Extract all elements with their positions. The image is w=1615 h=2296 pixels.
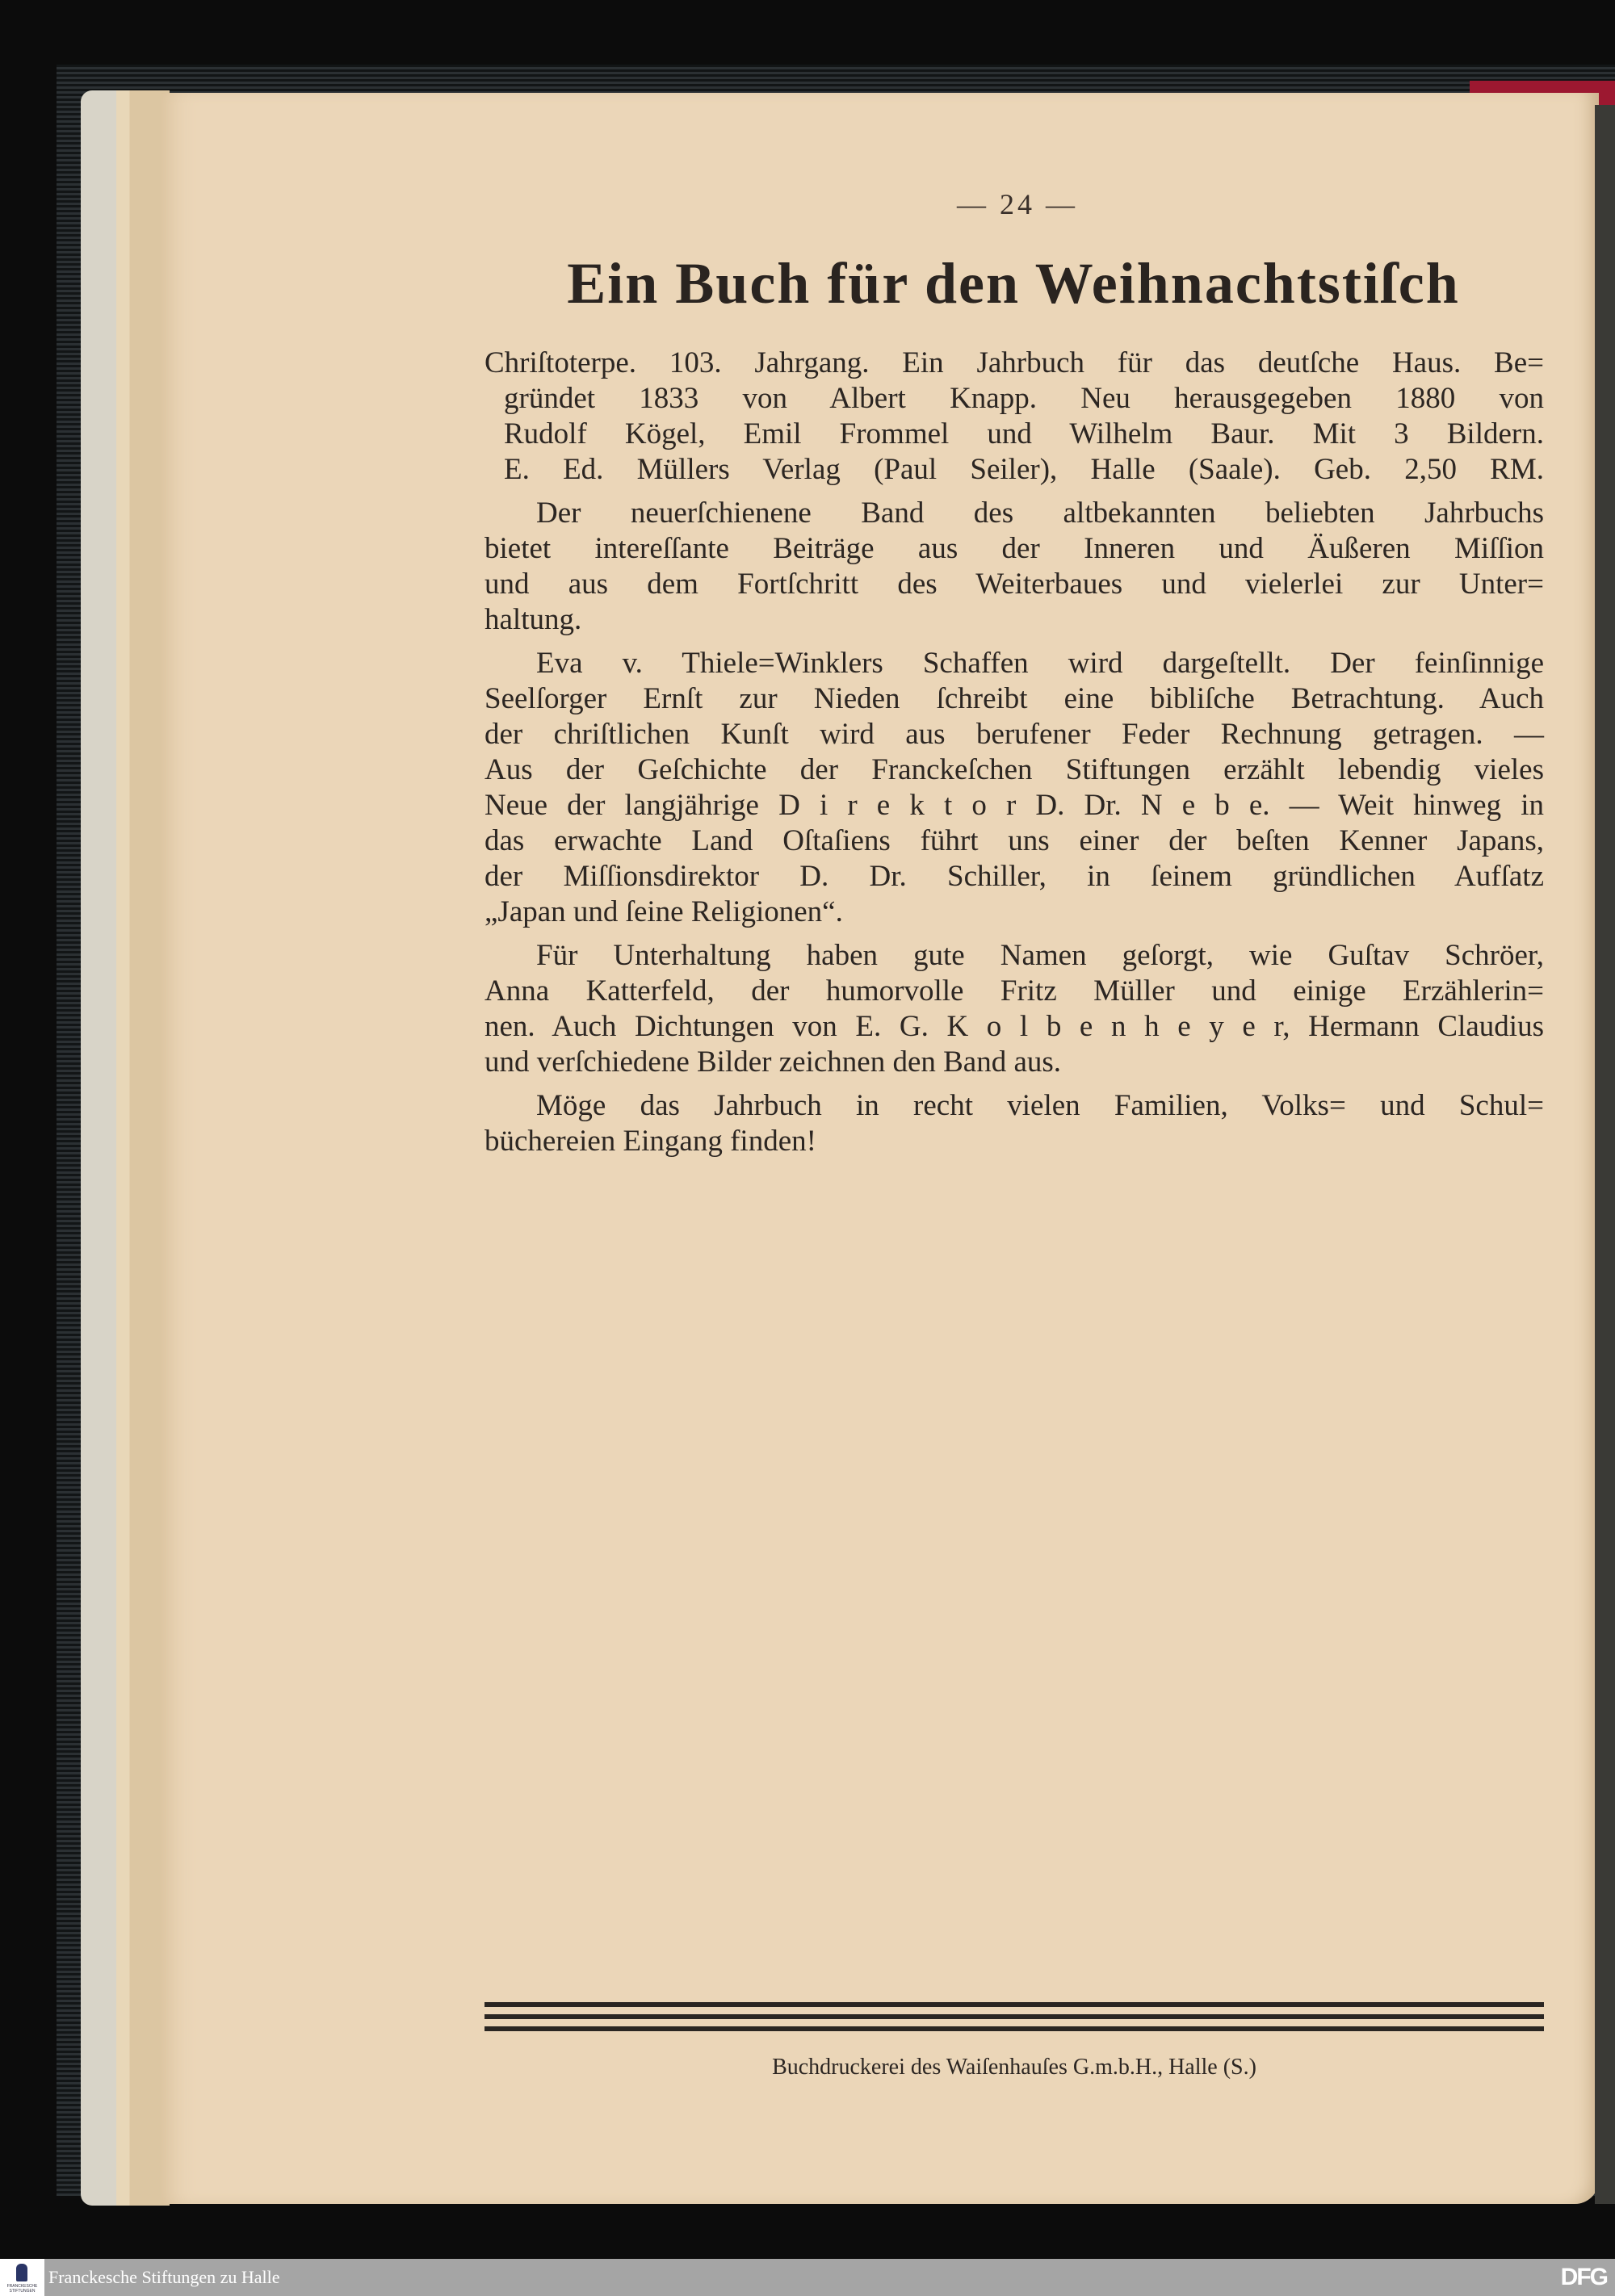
book-gutter: [1595, 105, 1615, 2204]
institution-name: Franckesche Stiftungen zu Halle: [48, 2267, 280, 2287]
paragraph: [484, 938, 1544, 1080]
text-line: der Miſſionsdirektor D. Dr. Schiller, in ſeinem gründlichen Aufſatz: [484, 860, 1544, 893]
text-line: Chriſtoterpe. 103. Jahrgang. Ein Jahrbuch für das deutſche Haus. Be=: [484, 346, 1544, 379]
logo-figure-icon: [16, 2264, 27, 2281]
rule-line: [484, 2014, 1544, 2019]
rule-line: [484, 2026, 1544, 2031]
paragraph: [484, 1088, 1544, 1159]
text-line: Rudolf Kögel, Emil Frommel und Wilhelm Baur. Mit 3 Bildern.: [504, 417, 1544, 450]
logo-caption: FRANCKESCHE STIFTUNGEN: [6, 2284, 38, 2294]
text-line: und verſchiedene Bilder zeichnen den Band aus.: [484, 1045, 1062, 1079]
text-line: bietet intereſſante Beiträge aus der Inneren und Äußeren Miſſion: [484, 532, 1544, 565]
paragraph: [484, 496, 1544, 638]
text-line: Anna Katterfeld, der humorvolle Fritz Müller und einige Erzählerin=: [484, 974, 1544, 1008]
dfg-logo: DFG: [1560, 2264, 1607, 2290]
text-line: das erwachte Land Oſtaſiens führt uns einer der beſten Kenner Japans,: [484, 824, 1544, 857]
text-line: der chriſtlichen Kunſt wird aus berufener Feder Rechnung getragen. —: [484, 718, 1544, 751]
triple-rule-divider: [484, 2002, 1544, 2038]
page-stack-edges: [81, 90, 170, 2206]
text-line: Eva v. Thiele=Winklers Schaffen wird dargeſtellt. Der feinſinnige: [536, 647, 1544, 680]
text-line: und aus dem Fortſchritt des Weiterbaues und vielerlei zur Unter=: [484, 568, 1544, 601]
printer-imprint: Buchdruckerei des Waiſenhauſes G.m.b.H., Halle (S.): [772, 2055, 1256, 2080]
viewer-footer-bar: [0, 2259, 1615, 2296]
page-number: — 24 —: [957, 188, 1078, 220]
text-line: E. Ed. Müllers Verlag (Paul Seiler), Halle (Saale). Geb. 2,50 RM.: [504, 453, 1544, 486]
text-line: Möge das Jahrbuch in recht vielen Familien, Volks= und Schul=: [536, 1089, 1544, 1122]
institution-logo: [0, 2259, 44, 2296]
text-line: Für Unterhaltung haben gute Namen geſorgt, wie Guſtav Schröer,: [536, 939, 1544, 972]
paragraph-bibliographic: [484, 346, 1544, 488]
article-body: [484, 346, 1544, 1159]
text-line: nen. Auch Dichtungen von E. G. K o l b e n h e y e r, Hermann Claudius: [484, 1010, 1544, 1043]
text-line: gründet 1833 von Albert Knapp. Neu herausgegeben 1880 von: [504, 382, 1544, 415]
text-line: Seelſorger Ernſt zur Nieden ſchreibt eine bibliſche Betrachtung. Auch: [484, 682, 1544, 715]
text-line: Der neuerſchienene Band des altbekannten beliebten Jahrbuchs: [536, 496, 1544, 530]
text-line: haltung.: [484, 603, 582, 636]
page-title: Ein Buch für den Weihnachtstiſch: [567, 251, 1460, 316]
text-line: Aus der Geſchichte der Franckeſchen Stiftungen erzählt lebendig vieles: [484, 753, 1544, 786]
paragraph: [484, 646, 1544, 930]
text-line: Neue der langjährige D i r e k t o r D. Dr. N e b e. — Weit hinweg in: [484, 789, 1544, 822]
text-line: „Japan und ſeine Religionen“.: [484, 895, 843, 928]
text-line: büchereien Eingang finden!: [484, 1125, 816, 1158]
rule-line: [484, 2002, 1544, 2007]
